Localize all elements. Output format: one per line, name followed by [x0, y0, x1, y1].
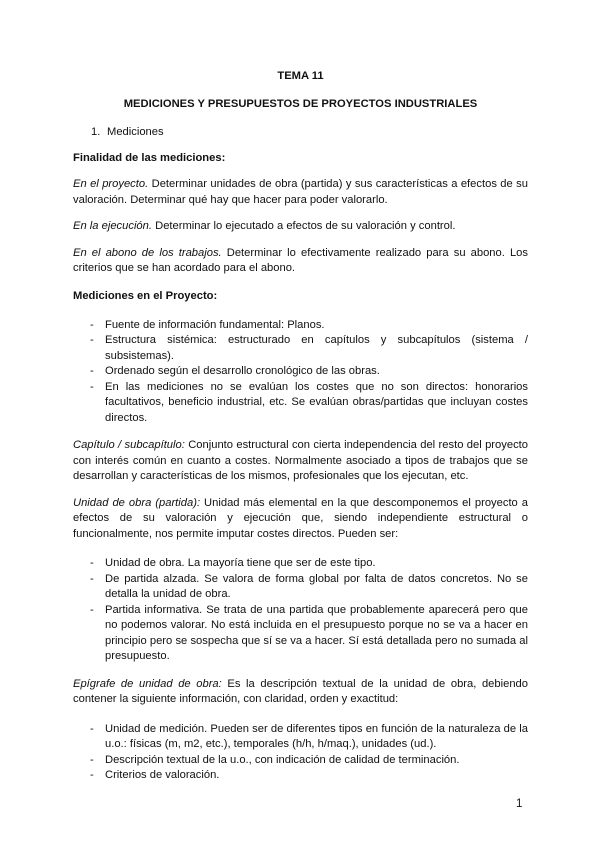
proyecto-list	[73, 318, 528, 427]
document-subtitle: MEDICIONES Y PRESUPUESTOS DE PROYECTOS INDUSTRIALES	[123, 98, 478, 110]
finalidad-heading: Finalidad de las mediciones:	[73, 152, 226, 164]
unidad-list	[73, 556, 528, 665]
finalidad-paragraph: En el abono de los trabajos. Determinar lo efectivamente realizado para su abono. Los criterios que se han acordado para el abono.	[73, 246, 528, 274]
list-item: - Unidad de obra. La mayoría tiene que ser de este tipo.	[90, 557, 376, 569]
list-item: - Partida informativa. Se trata de una partida que probablemente aparecerá pero que no podemos valorar. No está incluida en el presupuesto porque no se va a hacer en principio pero se sospecha que sí se va a hacer. Sí está detallada pero no sumada al presupuesto.	[90, 603, 528, 662]
list-item: - Fuente de información fundamental: Planos.	[90, 318, 325, 331]
finalidad-paragraph: En el proyecto. Determinar unidades de obra (partida) y sus características a efectos de su valoración. Determinar qué hay que hacer para poder valorarlo.	[73, 178, 528, 206]
document-title: TEMA 11	[277, 70, 324, 82]
capitulo-paragraph: Capítulo / subcapítulo: Conjunto estructural con cierta independencia del resto del proyecto con interés común en cuanto a costes. Normalmente asociado a tipos de trabajos que se desarrollan y características de los mismos, profesionales que los ejecutan, etc.	[73, 439, 528, 482]
section-heading	[91, 126, 528, 138]
list-item: - De partida alzada. Se valora de forma global por falta de datos concretos. No se detalla la unidad de obra.	[90, 572, 528, 600]
list-item: - Estructura sistémica: estructurado en capítulos y subcapítulos (sistema / subsistemas).	[90, 334, 528, 362]
epigrafe-paragraph: Epígrafe de unidad de obra: Es la descripción textual de la unidad de obra, debiendo contener la siguiente información, con claridad, orden y exactitud:	[73, 677, 529, 705]
list-item: - Unidad de medición. Pueden ser de diferentes tipos en función de la naturaleza de la u.o.: físicas (m, m2, etc.), temporales (h/h, h/maq.), unidades (ud.).	[90, 722, 528, 750]
epigrafe-list	[73, 722, 528, 784]
section-number: 1.	[91, 126, 101, 138]
section-label: Mediciones	[107, 126, 164, 138]
list-item: - Ordenado según el desarrollo cronológico de las obras.	[90, 365, 380, 377]
list-item: - Descripción textual de la u.o., con indicación de calidad de terminación.	[90, 753, 460, 766]
finalidad-paragraph: En la ejecución. Determinar lo ejecutado a efectos de su valoración y control.	[73, 220, 456, 232]
list-item: - Criterios de valoración.	[90, 769, 220, 781]
list-item: - En las mediciones no se evalúan los costes que no son directos: honorarios facultativos, beneficio industrial, etc. Se evalúan obras/partidas que incluyan costes directos.	[90, 380, 528, 424]
unidad-paragraph: Unidad de obra (partida): Unidad más elemental en la que descomponemos el proyecto a efectos de su valoración y ejecución que, siendo independiente estructural o funcionalmente, nos permite imputar costes directos. Pueden ser:	[73, 496, 528, 540]
proyecto-heading: Mediciones en el Proyecto:	[73, 289, 218, 302]
document-page	[73, 70, 528, 796]
page-number: 1	[516, 798, 523, 810]
